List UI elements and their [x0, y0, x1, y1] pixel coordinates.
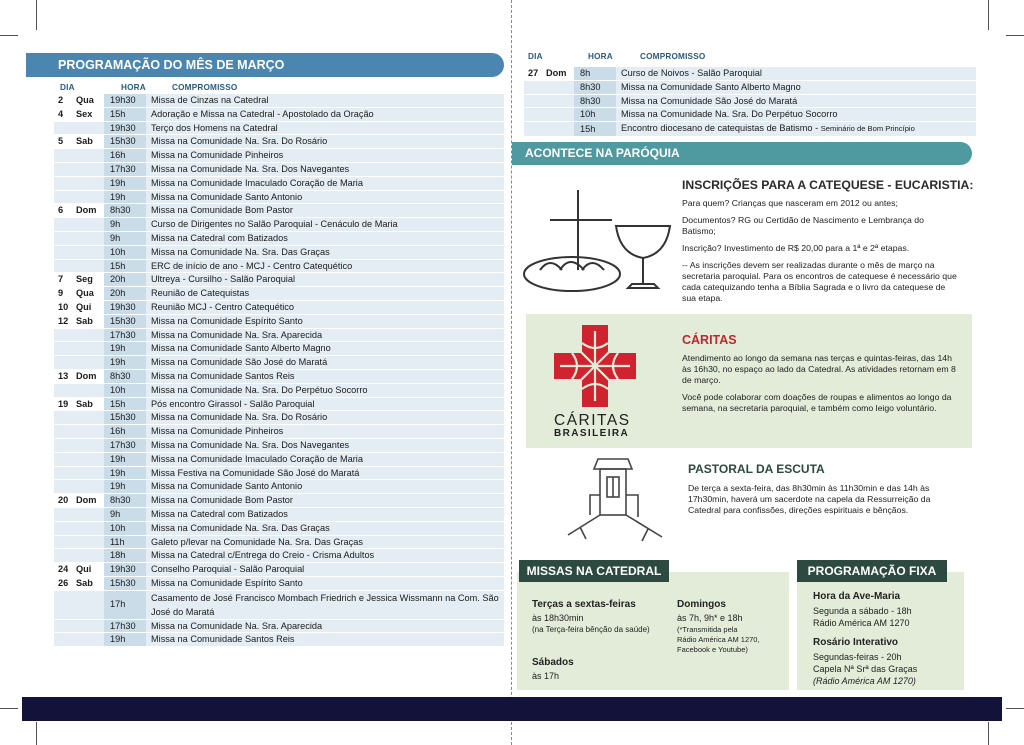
day-cell: 9 — [58, 288, 64, 299]
caritas-p2: Você pode colaborar com doações de roupas e alimentos ao longo da semana, na secretaria paroquial, e também como leigo voluntário. — [682, 392, 952, 413]
event-cell: Pós encontro Girassol - Salão Paroquial — [146, 398, 504, 411]
schedule-row — [54, 149, 504, 162]
day-cell — [54, 411, 72, 424]
event-cell: Missa na Comunidade Na. Sra. Dos Navegantes — [146, 163, 504, 176]
day-cell — [54, 467, 72, 480]
day-cell — [54, 356, 72, 369]
event-cell: Adoração e Missa na Catedral - Apostolado da Oração — [146, 108, 504, 121]
header-hora: HORA — [588, 52, 613, 61]
caritas-text — [682, 353, 962, 420]
time-cell: 19h — [104, 356, 146, 369]
rosario-line-3: (Rádio América AM 1270) — [813, 676, 916, 686]
weekday-cell — [72, 508, 104, 521]
time-cell: 17h30 — [104, 439, 146, 452]
catequese-p1: Para quem? Crianças que nasceram em 2012 ou antes; — [682, 198, 898, 208]
schedule-title: PROGRAMAÇÃO DO MÊS DE MARÇO — [26, 53, 504, 77]
caritas-title: CÁRITAS — [682, 333, 737, 347]
schedule-row — [54, 370, 504, 383]
time-cell: 19h — [104, 177, 146, 190]
ave-line-1: Segunda a sábado - 18h — [813, 606, 912, 616]
schedule-row — [54, 563, 504, 576]
time-cell: 8h — [574, 67, 616, 80]
day-cell: 6 — [58, 205, 64, 216]
time-cell: 9h — [104, 218, 146, 231]
weekday-cell — [542, 108, 574, 121]
schedule-row — [54, 287, 504, 300]
domingos-note-3: Facebook e Youtube) — [677, 645, 748, 654]
time-cell: 19h30 — [104, 94, 146, 107]
event-cell: Missa na Comunidade Santo Alberto Magno — [616, 81, 976, 94]
day-cell — [54, 163, 72, 176]
time-cell: 9h — [104, 232, 146, 245]
fixa-tab: PROGRAMAÇÃO FIXA — [797, 560, 947, 582]
event-cell: Missa na Comunidade Na. Sra. Das Graças — [146, 246, 504, 259]
day-cell: 7 — [58, 274, 64, 285]
time-cell: 15h30 — [104, 315, 146, 328]
event-cell: Ultreya - Cursilho - Salão Paroquial — [146, 273, 504, 286]
schedule-row — [524, 108, 976, 121]
weekday-cell — [72, 439, 104, 452]
time-cell: 17h30 — [104, 163, 146, 176]
tercas-note: (na Terça-feira bênção da saúde) — [532, 625, 650, 634]
weekday-cell — [72, 425, 104, 438]
rosario-line-1: Segundas-feiras - 20h — [813, 652, 902, 662]
weekday-cell — [542, 81, 574, 94]
schedule-row — [54, 356, 504, 369]
time-cell: 8h30 — [104, 494, 146, 507]
day-cell — [524, 81, 542, 94]
header-dia: DIA — [60, 83, 75, 92]
catequese-p2: Documentos? RG ou Certidão de Nascimento e Lembrança do Batismo; — [682, 215, 924, 236]
time-cell: 17h30 — [104, 329, 146, 342]
time-cell: 17h30 — [104, 620, 146, 633]
day-cell: 5 — [58, 136, 64, 147]
schedule-row — [54, 411, 504, 424]
escuta-title: PASTORAL DA ESCUTA — [688, 462, 825, 476]
caritas-p1: Atendimento ao longo da semana nas terças e quintas-feiras, das 14h às 16h30, no espaço ao lado da Catedral. As atividades retornam em 8 de março. — [682, 353, 956, 385]
caritas-logo-line1: CÁRITAS — [554, 412, 631, 429]
day-cell — [54, 177, 72, 190]
event-cell: Missa na Comunidade Na. Sra. Do Perpétuo Socorro — [616, 108, 976, 121]
weekday-cell — [72, 163, 104, 176]
time-cell: 19h30 — [104, 563, 146, 576]
day-cell: 13 — [58, 370, 69, 381]
event-cell: ERC de início de ano - MCJ - Centro Catequético — [146, 260, 504, 273]
crop-mark — [1006, 708, 1024, 709]
schedule-row — [54, 549, 504, 562]
weekday-cell — [72, 342, 104, 355]
event-cell: Reunião MCJ - Centro Catequético — [146, 301, 504, 314]
crop-mark — [0, 708, 18, 709]
weekday-cell — [72, 177, 104, 190]
schedule-row — [54, 260, 504, 273]
event-cell: Missa na Comunidade Santos Reis — [146, 633, 504, 646]
acontece-banner: ACONTECE NA PARÓQUIA — [512, 142, 972, 165]
event-cell: Missa na Comunidade Na. Sra. Aparecida — [146, 620, 504, 633]
time-cell: 8h30 — [104, 204, 146, 217]
eucharist-icon — [520, 188, 680, 303]
schedule-row — [54, 204, 504, 217]
time-cell: 16h — [104, 149, 146, 162]
weekday-cell — [72, 191, 104, 204]
day-cell — [54, 260, 72, 273]
weekday-cell — [72, 536, 104, 549]
weekday-cell: Sab — [76, 136, 93, 147]
day-cell — [54, 536, 72, 549]
weekday-cell: Dom — [76, 370, 97, 381]
time-cell: 15h — [104, 260, 146, 273]
sabados-title: Sábados — [532, 657, 574, 668]
schedule-row — [54, 425, 504, 438]
event-cell: Missa na Comunidade Espírito Santo — [146, 315, 504, 328]
event-cell: Missa na Comunidade Na. Sra. Dos Navegantes — [146, 439, 504, 452]
weekday-cell: Sab — [76, 315, 93, 326]
time-cell: 8h30 — [104, 370, 146, 383]
event-cell: Missa na Comunidade Pinheiros — [146, 425, 504, 438]
schedule-row — [54, 342, 504, 355]
event-cell: Terço dos Homens na Catedral — [146, 122, 504, 135]
schedule-row — [54, 329, 504, 342]
weekday-cell — [72, 149, 104, 162]
time-cell: 19h30 — [104, 301, 146, 314]
day-cell: 10 — [58, 301, 69, 312]
weekday-cell — [72, 260, 104, 273]
header-hora: HORA — [121, 83, 146, 92]
event-cell: Missa na Comunidade Santo Antonio — [146, 480, 504, 493]
domingos-title: Domingos — [677, 599, 726, 610]
weekday-cell: Sex — [76, 108, 93, 119]
schedule-row — [54, 577, 504, 590]
day-cell — [54, 522, 72, 535]
caritas-logo-line2: BRASILEIRA — [554, 428, 630, 439]
event-cell: Conselho Paroquial - Salão Paroquial — [146, 563, 504, 576]
time-cell: 9h — [104, 508, 146, 521]
weekday-cell — [72, 356, 104, 369]
day-cell — [54, 549, 72, 562]
schedule-row — [54, 522, 504, 535]
weekday-cell: Sab — [76, 398, 93, 409]
event-cell: Missa na Comunidade Na. Sra. Do Perpétuo Socorro — [146, 384, 504, 397]
time-cell: 10h — [104, 522, 146, 535]
day-cell — [524, 122, 542, 136]
crop-mark — [1006, 35, 1024, 36]
schedule-row — [54, 536, 504, 549]
weekday-cell: Sab — [76, 577, 93, 588]
weekday-cell: Dom — [76, 205, 97, 216]
weekday-cell — [72, 232, 104, 245]
day-cell — [54, 149, 72, 162]
schedule-row — [54, 480, 504, 493]
weekday-cell — [72, 480, 104, 493]
schedule-row — [524, 81, 976, 94]
time-cell: 19h — [104, 453, 146, 466]
weekday-cell: Qui — [76, 564, 92, 575]
catequese-p3: Inscrição? Investimento de R$ 20,00 para a 1ª e 2ª etapas. — [682, 243, 910, 253]
footer-bar — [22, 697, 1002, 721]
event-cell: Curso de Dirigentes no Salão Paroquial - Cenáculo de Maria — [146, 218, 504, 231]
time-cell: 19h — [104, 480, 146, 493]
missas-tab: MISSAS NA CATEDRAL — [519, 560, 669, 582]
tercas-title: Terças a sextas-feiras — [532, 599, 636, 610]
time-cell: 15h — [574, 122, 616, 136]
event-cell: Missa na Catedral c/Entrega do Creio - Crisma Adultos — [146, 549, 504, 562]
day-cell — [54, 191, 72, 204]
schedule-row — [54, 163, 504, 176]
weekday-cell — [72, 122, 104, 135]
rosario-text — [813, 651, 917, 687]
crop-mark — [36, 0, 37, 30]
time-cell: 19h — [104, 191, 146, 204]
domingos-note-2: Rádio América AM 1270, — [677, 635, 760, 644]
schedule-row — [54, 301, 504, 314]
day-cell — [54, 329, 72, 342]
time-cell: 10h — [574, 108, 616, 121]
schedule-row — [524, 95, 976, 108]
schedule-row — [54, 453, 504, 466]
schedule-row — [54, 439, 504, 452]
schedule-row — [524, 122, 976, 136]
event-cell: Missa na Comunidade São José do Maratá — [146, 356, 504, 369]
schedule-row — [54, 177, 504, 190]
schedule-row — [54, 246, 504, 259]
header-dia: DIA — [528, 52, 543, 61]
time-cell: 16h — [104, 425, 146, 438]
ave-title: Hora da Ave-Maria — [813, 591, 901, 602]
crop-mark — [36, 722, 37, 745]
event-cell: Missa na Comunidade Bom Pastor — [146, 494, 504, 507]
day-cell: 12 — [58, 315, 69, 326]
weekday-cell: Qui — [76, 301, 92, 312]
schedule-row — [54, 633, 504, 646]
day-cell — [54, 342, 72, 355]
day-cell — [54, 508, 72, 521]
event-cell: Curso de Noivos - Salão Paroquial — [616, 67, 976, 80]
weekday-cell — [72, 384, 104, 397]
fold-line — [511, 0, 512, 745]
caritas-cross-logo — [552, 323, 638, 409]
tercas-time: às 18h30min — [532, 613, 584, 623]
time-cell: 10h — [104, 246, 146, 259]
event-cell: Missa na Catedral com Batizados — [146, 232, 504, 245]
day-cell — [54, 218, 72, 231]
schedule-row — [54, 218, 504, 231]
crop-mark — [988, 722, 989, 745]
time-cell: 15h30 — [104, 411, 146, 424]
event-cell: Missa Festiva na Comunidade São José do Maratá — [146, 467, 504, 480]
weekday-cell — [72, 620, 104, 633]
schedule-row — [54, 398, 504, 411]
weekday-cell — [72, 522, 104, 535]
day-cell: 19 — [58, 398, 69, 409]
crop-mark — [988, 0, 989, 30]
weekday-cell: Qua — [76, 95, 94, 105]
time-cell: 20h — [104, 287, 146, 300]
event-cell: Missa na Comunidade Imaculado Coração de Maria — [146, 453, 504, 466]
header-compromisso: COMPROMISSO — [640, 52, 706, 61]
catequese-text — [682, 198, 957, 310]
weekday-cell — [72, 246, 104, 259]
day-cell — [54, 246, 72, 259]
escuta-text: De terça a sexta-feira, das 8h30min às 11h30min e das 14h às 17h30min, haverá um sacerdote na capela da Ressurreição da Catedral para confissões, direções espirituais e bênçãos. — [688, 483, 931, 515]
time-cell: 15h30 — [104, 135, 146, 148]
event-cell: Missa na Comunidade Santo Antonio — [146, 191, 504, 204]
weekday-cell — [542, 122, 574, 136]
time-cell: 8h30 — [574, 95, 616, 108]
time-cell: 19h — [104, 342, 146, 355]
day-cell: 24 — [58, 564, 69, 575]
time-cell: 8h30 — [574, 81, 616, 94]
time-cell: 19h30 — [104, 122, 146, 135]
event-cell: Missa na Comunidade Espírito Santo — [146, 577, 504, 590]
day-cell — [524, 95, 542, 108]
event-cell: Missa na Comunidade Na. Sra. Aparecida — [146, 329, 504, 342]
weekday-cell — [72, 591, 104, 619]
schedule-row — [54, 273, 504, 286]
catequese-p4: -- As inscrições devem ser realizadas durante o mês de março na secretaria paroquial. Para os encontros de catequese é necessário que cada catequizando tenha a Bíblia Sagrada e o livro da catequese de sua etapa. — [682, 260, 957, 303]
weekday-cell — [72, 329, 104, 342]
schedule-row — [54, 122, 504, 135]
schedule-row — [54, 315, 504, 328]
event-cell — [616, 122, 976, 136]
schedule-row — [54, 232, 504, 245]
schedule-row — [54, 620, 504, 633]
event-cell: Missa na Comunidade Na. Sra. Do Rosário — [146, 411, 504, 424]
day-cell — [54, 480, 72, 493]
time-cell: 17h — [104, 591, 146, 619]
catequese-title: INSCRIÇÕES PARA A CATEQUESE - EUCARISTIA: — [682, 178, 974, 192]
event-cell: Casamento de José Francisco Mombach Friedrich e Jessica Wissmann na Com. São José do Maratá — [146, 591, 504, 619]
schedule-row — [54, 94, 504, 107]
schedule-table — [54, 93, 504, 647]
schedule-table-continued — [524, 66, 976, 137]
time-cell: 19h — [104, 467, 146, 480]
day-cell — [54, 591, 72, 619]
schedule-row — [54, 191, 504, 204]
event-cell: Missa na Comunidade Na. Sra. Do Rosário — [146, 135, 504, 148]
event-cell: Missa de Cinzas na Catedral — [146, 94, 504, 107]
weekday-cell — [72, 411, 104, 424]
day-cell — [524, 108, 542, 121]
event-note: Seminário de Bom Princípio — [820, 124, 915, 134]
schedule-row — [524, 67, 976, 80]
schedule-row — [54, 135, 504, 148]
domingos-note — [677, 625, 760, 655]
weekday-cell — [542, 95, 574, 108]
rosario-line-2: Capela Nª Srª das Graças — [813, 664, 918, 674]
crop-mark — [0, 35, 18, 36]
domingos-note-1: (*Transmitida pela — [677, 625, 738, 634]
event-cell: Missa na Comunidade Pinheiros — [146, 149, 504, 162]
weekday-cell — [72, 453, 104, 466]
time-cell: 15h — [104, 398, 146, 411]
time-cell: 11h — [104, 536, 146, 549]
event-cell: Missa na Comunidade Santo Alberto Magno — [146, 342, 504, 355]
schedule-row — [54, 508, 504, 521]
day-cell: 27 — [528, 68, 539, 78]
time-cell: 15h — [104, 108, 146, 121]
schedule-row — [54, 467, 504, 480]
event-cell: Missa na Comunidade Bom Pastor — [146, 204, 504, 217]
day-cell — [54, 232, 72, 245]
day-cell — [54, 439, 72, 452]
weekday-cell — [72, 218, 104, 231]
day-cell: 2 — [58, 95, 64, 105]
weekday-cell: Seg — [76, 274, 93, 285]
domingos-time: às 7h, 9h* e 18h — [677, 613, 743, 623]
schedule-row — [54, 494, 504, 507]
day-cell — [54, 384, 72, 397]
event-cell: Missa na Comunidade Na. Sra. Das Graças — [146, 522, 504, 535]
church-tower-icon — [560, 455, 670, 550]
event-cell: Missa na Comunidade Imaculado Coração de Maria — [146, 177, 504, 190]
ave-line-2: Rádio América AM 1270 — [813, 618, 910, 628]
day-cell — [54, 425, 72, 438]
event-text: Encontro diocesano de catequistas de Batismo - — [621, 123, 821, 134]
header-compromisso: COMPROMISSO — [172, 83, 238, 92]
sabados-time: às 17h — [532, 671, 560, 681]
time-cell: 10h — [104, 384, 146, 397]
time-cell: 18h — [104, 549, 146, 562]
day-cell — [54, 453, 72, 466]
schedule-row — [54, 591, 504, 619]
ave-text — [813, 605, 912, 629]
day-cell: 4 — [58, 108, 64, 119]
day-cell — [54, 633, 72, 646]
schedule-row — [54, 384, 504, 397]
time-cell: 20h — [104, 273, 146, 286]
weekday-cell — [72, 549, 104, 562]
weekday-cell — [72, 633, 104, 646]
event-cell: Galeto p/levar na Comunidade Na. Sra. Das Graças — [146, 536, 504, 549]
event-cell: Missa na Comunidade Santos Reis — [146, 370, 504, 383]
day-cell — [54, 620, 72, 633]
day-cell: 26 — [58, 577, 69, 588]
time-cell: 15h30 — [104, 577, 146, 590]
rosario-title: Rosário Interativo — [813, 637, 899, 648]
day-cell: 20 — [58, 495, 69, 506]
weekday-cell: Dom — [76, 495, 97, 506]
schedule-row — [54, 108, 504, 121]
day-cell — [54, 122, 72, 135]
weekday-cell: Dom — [546, 68, 567, 78]
weekday-cell — [72, 467, 104, 480]
event-cell: Reunião de Catequistas — [146, 287, 504, 300]
time-cell: 19h — [104, 633, 146, 646]
event-cell: Missa na Catedral com Batizados — [146, 508, 504, 521]
event-cell: Missa na Comunidade São José do Maratá — [616, 95, 976, 108]
weekday-cell: Qua — [76, 288, 94, 299]
